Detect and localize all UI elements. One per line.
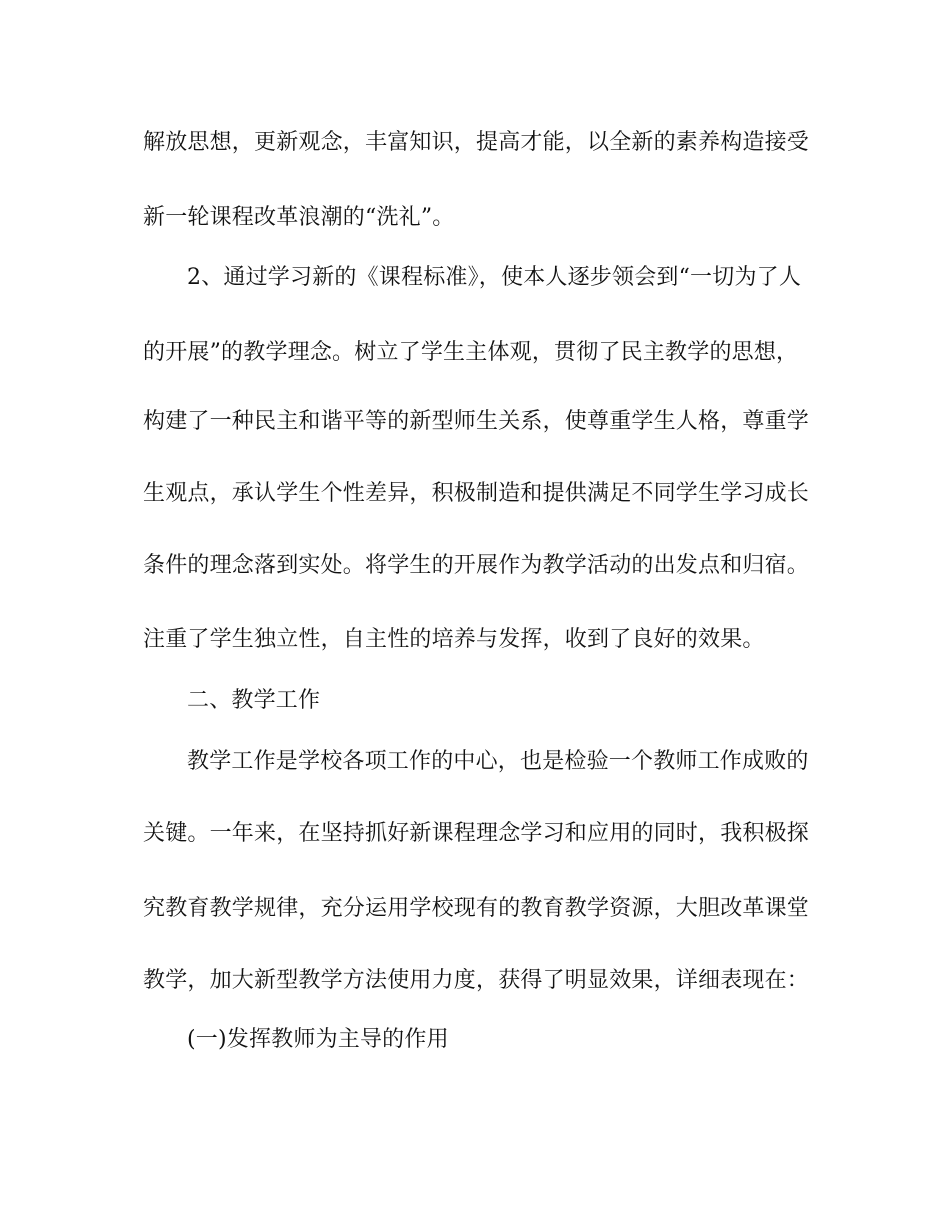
paragraph-line: 2、通过学习新的《课程标准》，使本人逐步领会到“一切为了人: [187, 265, 802, 290]
paragraph-line: 构建了一种民主和谐平等的新型师生关系，使尊重学生人格，尊重学: [143, 409, 810, 434]
subsection-heading: (一)发挥教师为主导的作用: [187, 1027, 449, 1052]
paragraph-line: 新一轮课程改革浪潮的“洗礼”。: [143, 205, 455, 230]
paragraph-line: 的开展”的教学理念。树立了学生主体观，贯彻了民主教学的思想，: [143, 340, 799, 365]
paragraph-line: 究教育教学规律，充分运用学校现有的教育教学资源，大胆改革课堂: [143, 896, 810, 921]
paragraph-line: 教学工作是学校各项工作的中心，也是检验一个教师工作成败的: [187, 749, 809, 774]
paragraph-line: 关键。一年来，在坚持抓好新课程理念学习和应用的同时，我积极探: [143, 821, 810, 846]
paragraph-line: 生观点，承认学生个性差异，积极制造和提供满足不同学生学习成长: [143, 481, 810, 506]
paragraph-line: 解放思想，更新观念，丰富知识，提高才能，以全新的素养构造接受: [143, 130, 810, 155]
paragraph-line: 条件的理念落到实处。将学生的开展作为教学活动的出发点和归宿。: [143, 553, 810, 578]
paragraph-line: 教学，加大新型教学方法使用力度，获得了明显效果，详细表现在：: [143, 968, 810, 993]
section-heading: 二、教学工作: [187, 688, 321, 713]
paragraph-line: 注重了学生独立性，自主性的培养与发挥，收到了良好的效果。: [143, 627, 765, 652]
